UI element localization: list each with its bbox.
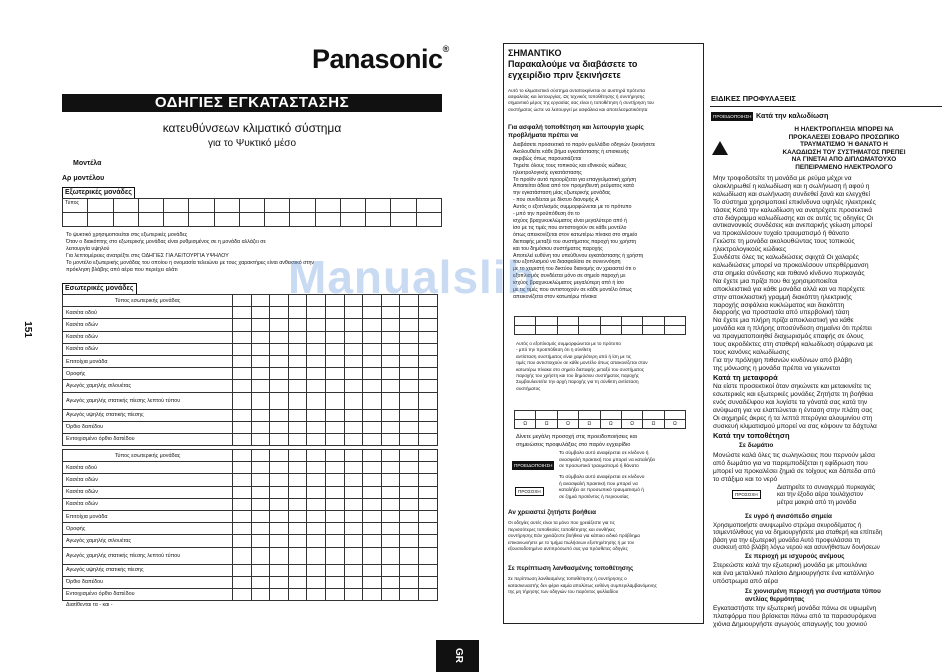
text-line: Τηρείτε όλους τους τοπικούς και εθνικούς κώδικες	[513, 162, 627, 169]
indoor-type-row: Επιτοίχια μονάδα	[63, 510, 233, 522]
indoor-units-heading: Εσωτερικές μονάδες	[62, 283, 137, 295]
title-rule	[710, 106, 942, 107]
text-line: Συμβουλευτείτε την αρχή παροχής για τη σύνθετη αντίσταση	[516, 379, 639, 385]
text-line: στην αποκλειστική γραμμή διακόπτη ηλεκτρικής	[713, 293, 852, 301]
indoor-type-row: Κασέτα οδών	[63, 486, 233, 498]
text-line: Εγκαταστήστε την εξωτερική μονάδα πάνω σε υψωμένη	[713, 605, 877, 612]
intro-line: σημαντικό μέρος της εργασίας σας είναι η τοποθέτηση ή συντήρηση του	[508, 100, 654, 106]
text-line: ακριβώς όπως παρουσιάζεται	[513, 155, 582, 162]
text-line: εξουσιοδοτημένο αντιπρόσωπό σας για πρόσθετες οδηγίες	[508, 546, 628, 552]
text-line: μονάδα και η πλήρης αποσύνδεση σημαίνει ότι πρέπει	[713, 325, 872, 333]
safety-heading	[508, 124, 644, 139]
text-line: το στάξιμο και το νερό	[713, 475, 778, 483]
text-line: Σε χιονισμένη περιοχή για συστήματα τύπου	[745, 588, 881, 595]
text-line: καλωδίωση και σωλήνωση συνδεθεί ξανά και ελεγχθεί	[713, 190, 870, 198]
warning-text	[559, 451, 655, 471]
text-line: Να έχετε μια πλήρη πρίζα αποκλειστική για κάθε	[713, 317, 854, 325]
indoor-type-row: Κασέτα οδών	[63, 331, 233, 343]
text-line: ανασφαλή πρακτική που μπορεί να καταλήξει	[559, 457, 656, 463]
text-line: ΠΡΟΚΑΛΕΣΕΙ ΣΟΒΑΡΟ ΠΡΟΣΩΠΙΚΟ	[788, 133, 900, 141]
caution-text	[559, 475, 644, 501]
text-line: από δωμάτιο για να παρεμποδίζεται η εφίδρωση που	[713, 459, 868, 467]
text-line: Αποτελεί ευθύνη του υπεύθυνου εγκατάστασης ή χρήστη	[513, 252, 644, 259]
warning-tag: ΠΡΟΕΙΔΟΠΟΙΗΣΗ	[514, 463, 553, 468]
important-title-line: Παρακαλούμε να διαβάσετε το	[508, 59, 638, 69]
important-title	[508, 48, 637, 81]
ohm-cell: Ω	[621, 420, 642, 429]
text-line: σημειώσεις προφυλάξεις στο παρόν εγχειρίδιο	[516, 441, 631, 448]
wiring-heading: Κατά την καλωδίωση	[756, 111, 829, 120]
text-line: όπως απεικονίζεται στον κατωτέρω πίνακα στο σημείο	[513, 231, 638, 238]
text-line: παροχής ασφάλεια κυκλώματος και διακόπτη	[713, 301, 845, 309]
help-heading: Αν χρειαστεί ζητήστε βοήθεια	[508, 509, 596, 516]
brand-logo: Panasonic®	[312, 44, 449, 74]
indoor-type-header: Τύπος εσωτερικής μονάδας	[63, 295, 233, 307]
text-line: κατασκευαστής δεν φέρει καμία απολύτως ευθύνη συμπεριλαμβανόμενης	[508, 582, 657, 588]
indoor-type-row: Οροφής	[63, 523, 233, 535]
indoor-type-row: Αγωγός χαμηλής σιλουέτας	[63, 535, 233, 547]
indoor-type-row: Όρθιο δαπέδου	[63, 421, 233, 433]
text-line: ανύψωση για να ελαττώνεται η ένταση στην πλάτη σας	[713, 406, 873, 414]
indoor-type-row: Όρθιο δαπέδου	[63, 576, 233, 588]
text-line: συντήρησης Εάν χρειάζεστε βοήθεια για κάποιο ειδικό πρόβλημα	[508, 533, 640, 539]
text-line: Οι οδηγίες αυτές είναι τα μόνο που χρειάζεστε για τις	[508, 520, 615, 525]
text-line: επικοινωνήστε με το τμήμα πωλήσεων εξυπηρέτησης ή με τον	[508, 539, 635, 545]
text-line: της μη τήρησης των οδηγιών του παρόντος φυλλαδίου	[508, 589, 619, 595]
text-line: καλωδιώσεις μπορεί να προκαλέσουν υπερθέρμανση	[713, 261, 869, 269]
wind-text	[713, 562, 874, 586]
text-line: - μπό την προϋπόθεση ότι το	[513, 211, 580, 218]
text-line: στα σημεία σύνδεσης και πιθανό κίνδυνο πυρκαγιάς	[713, 269, 865, 277]
important-intro	[508, 88, 654, 113]
snow-text	[713, 605, 876, 629]
ohm-cell: Ω	[664, 420, 685, 429]
text-line: Ακολουθείτε κάθε βήμα εγκατάστασης ή επισκευής	[513, 148, 629, 155]
indoor-type-row: Οροφής	[63, 368, 233, 380]
text-line: ΤΡΑΥΜΑΤΙΣΜΟ Ή ΘΑΝΑΤΟ Η	[800, 141, 888, 149]
text-line: Συνδέστε όλες τις καλωδιώσεις σφιχτά Οι χαλαρές	[713, 254, 859, 262]
language-tab-label: GR	[453, 648, 464, 663]
wind-heading: Σε περιοχή με ισχυρούς ανέμους	[745, 553, 845, 560]
text-line: Μην τροφοδοτείτε τη μονάδα με ρεύμα μέχρι να	[713, 175, 852, 182]
text-line: Σε περίπτωση λανθασμένης τοποθέτησης ή συντήρησης ο	[508, 576, 627, 581]
text-line: Οι αιχμηρές άκρες ή τα λεπτά πτερύγια αλουμινίου στη	[713, 414, 873, 422]
ohm-cell: Ω	[600, 420, 621, 429]
text-line: Χρησιμοποιήστε ανυψωμένο στρώμα σκυροδέματος ή	[713, 522, 862, 529]
room-heading: Σε δωμάτιο	[739, 442, 774, 449]
text-line: αντικανονικές συνδέσεις και ανεπαρκής γείωση μπορεί	[713, 222, 873, 230]
text-line: παροχής του χρήστη και του δημόσιου συστήματος παροχής	[516, 373, 639, 379]
text-line: διαρροής για προστασία από υπερβολική τάση	[713, 309, 850, 317]
text-line: Η ΗΛΕΚΤΡΟΠΛΗΞΙΑ ΜΠΟΡΕΙ ΝΑ	[794, 126, 894, 133]
indoor-type-row: Κασέτα οδών	[63, 319, 233, 331]
text-line: Το προϊόν αυτό προορίζεται για επαγγελματική χρήση	[513, 176, 637, 183]
text-line: συστήματος	[516, 385, 541, 391]
text-line: ηλεκτρολογικούς κώδικες	[713, 246, 787, 254]
text-line: κατωτέρω πίνακα στο σημείο διεπαφής μεταξύ του συστήματος	[516, 366, 644, 372]
ohm-cell: Ω	[515, 420, 536, 429]
text-line: - που συνδέεται με δίκτυο διανομής Α	[513, 197, 599, 204]
ohm-cell: Ω	[643, 420, 664, 429]
text-line: χιόνια Δημιουργήστε αγωγούς απαγωγής του χιονιού	[713, 620, 867, 628]
page-number: 151	[21, 321, 33, 338]
safety-heading-line: προβλήματα πρέπει να	[508, 131, 578, 139]
error-text	[508, 576, 657, 596]
wiring-warning-tag: ΠΡΟΕΙΔΟΠΟΙΗΣΗ	[713, 114, 752, 119]
wet-area-heading: Σε υγρό ή ανισόπεδο σημεία	[745, 513, 832, 520]
text-line: την εγκατάσταση μίας εξωτερικής μονάδας	[513, 190, 611, 197]
text-line: Αυτός ο εξοπλισμός συμμορφώνεται με το πρότυπο	[516, 341, 621, 346]
text-line: συσκευή κλιματισμού μπορεί να σας κόψουν τα δάχτυλα	[713, 422, 877, 430]
room-text	[713, 452, 875, 484]
type-label-cell: Τύπος	[63, 199, 88, 213]
text-line: καταλήξει σε προσωπικό τραυματισμό ή	[559, 488, 644, 494]
caution-tag-right: ΠΡΟΣΟΧΗ	[732, 490, 761, 499]
wiring-text	[713, 175, 876, 373]
text-line: Το σύστημα χρησιμοποιεί επικίνδυνα υψηλές ηλεκτρικές	[713, 198, 876, 206]
text-line: του εξοπλισμού να διασφαλίσει σε συνεννόηση	[513, 259, 621, 266]
text-line: ή ανασφαλή πρακτική που μπορεί να	[559, 481, 638, 487]
text-line: Το σύμβολο αυτό αναφέρεται σε κίνδυνο	[559, 475, 645, 480]
important-title-line: εγχειρίδιο πριν ξεκινήσετε	[508, 70, 621, 80]
impedance-table	[514, 410, 686, 429]
text-line: πλατφόρμα που βρίσκεται πάνω από τα παρασυρόμενα	[713, 612, 877, 620]
indoor-type-row: Εντοιχισμένο όρθιο δαπέδου	[63, 588, 233, 600]
text-line: ολοκληρωθεί η καλωδίωση και η σωλήνωση ή αφού η	[713, 182, 870, 190]
availability-footer: Διατίθενται τα - και -	[66, 602, 113, 608]
text-line: ισχύος βραχυκυκλώματος είναι μεγαλύτερο από ή	[513, 217, 627, 224]
note-line: Το ψυκτικό χρησιμοποιείται στις εξωτερικές μονάδες	[66, 232, 188, 238]
text-line: διεπαφής μεταξύ του συστήματος παροχή του χρήστη	[513, 238, 637, 245]
compliance-text	[516, 341, 648, 392]
important-title-line: ΣΗΜΑΝΤΙΚΟ	[508, 48, 562, 58]
safety-heading-line: Για ασφαλή τοποθέτηση και λειτουργία χωρίς	[508, 124, 644, 131]
text-line: Διαβάσετε προσεκτικά το παρόν φυλλάδιο οδηγιών ξεκινήσετε	[513, 142, 656, 148]
text-line: Για την πρόληψη πιθανών κινδύνων από βλάβη	[713, 356, 852, 364]
model-number-label: Αρ μοντέλου	[62, 175, 105, 182]
ohm-cell: Ω	[536, 420, 557, 429]
indoor-type-row: Κασέτα οδών	[63, 498, 233, 510]
text-line: απεικονίζεται στον κατωτέρω πίνακα	[513, 293, 597, 300]
text-line: σε ζημιά προϊόντος ή περιουσίας	[559, 494, 629, 500]
note-line: Το μοντέλο εξωτερικής μονάδας του οποίου η ονομασία τελειώνει με τους χαρακτήρες είναι ανθεκτικό στην	[66, 260, 315, 266]
text-line: Να έχετε μια πρίζα που θα χρησιμοποιείται	[713, 277, 838, 285]
transport-heading: Κατά τη μεταφορά	[713, 373, 778, 382]
wet-area-text	[713, 522, 882, 552]
text-line: τάσεις Κατά την καλωδίωση να ανατρέχετε προσεκτικά	[713, 206, 873, 214]
indoor-type-header: Τύπος εσωτερικής μονάδας	[63, 450, 233, 462]
indoor-units-table-2	[62, 449, 438, 601]
text-line: ΝΑ ΓΙΝΕΤΑΙ ΑΠΟ ΔΙΠΛΩΜΑΤΟΥΧΟ	[791, 156, 897, 164]
text-line: μέτρα μακριά από τη μονάδα	[777, 498, 857, 506]
text-line: τους ακροδέκτες στη σταθερή καλωδίωση σύμφωνα με	[713, 341, 874, 349]
text-line: Μονώστε καλά όλες τις σωληνώσεις που περνούν μέσα	[713, 452, 875, 459]
text-line: τιμές που αντιστοιχούν σε κάθε μοντέλο όπως απεικονίζεται στον	[516, 360, 648, 366]
text-line: ΠΕΠΕΙΡΑΜΕΝΟ ΗΛΕΚΤΡΟΛΟΓΟ	[795, 163, 893, 171]
snow-heading	[745, 588, 881, 603]
note-line: πρόκληση βλάβης από αέρα που περιέχει αλάτι	[66, 267, 178, 273]
electric-hazard-icon	[712, 141, 728, 155]
text-line: με το χειριστή του δικτύου διανομής αν χρειαστεί ότι ο	[513, 266, 636, 273]
electric-danger-notice	[749, 126, 939, 172]
refrigerant-subtitle: για το Ψυκτικό μέσο	[207, 138, 297, 149]
text-line: συσκευή από βλάβη λόγω νερού και ασυνήθιστων δονήσεων	[713, 544, 880, 552]
text-line: Στερεώστε καλά την εξωτερική μονάδα με μπουλόνια	[713, 562, 867, 569]
text-line: ΚΑΛΩΔΙΩΣΗ ΤΟΥ ΣΥΣΤΗΜΑΤΟΣ ΠΡΕΠΕΙ	[782, 148, 906, 156]
text-line: εσωτερικές και εξωτερικές μονάδες Ζητήστε τη βοήθεια	[713, 390, 874, 398]
text-line: Δίνετε μεγάλη προσοχή στις προειδοποιήσεις και	[516, 434, 637, 440]
text-line: περισσότερες τοποθεσίες τοποθέτησης και συνθήκες	[508, 526, 616, 532]
text-line: ίσο με τις τιμές που αντιστοιχούν σε κάθε μοντέλο	[513, 224, 627, 231]
text-line: τους κανόνες καλωδίωσης	[713, 348, 790, 356]
text-line: στο διάγραμμα καλωδίωσης και σε αυτές τις οδηγίες Οι	[713, 214, 874, 222]
text-line: της μόνωσης η μονάδα πρέπει να γειωνεται	[713, 364, 841, 372]
indoor-units-table-1	[62, 294, 438, 446]
document-subtitle: κατευθύνσεων κλιματικό σύστημα	[162, 121, 342, 135]
intro-line: Αυτό το κλιματιστικό σύστημα ανταποκρίνεται σε αυστηρά πρότυπα	[508, 88, 645, 93]
text-line: αντίσταση συστήματος είναι χαμηλότερη από ή ίση με τις	[516, 353, 632, 359]
intro-line: συστήματος ώστε να λειτουργεί με ασφάλεια και αποτελεσματικότητα	[508, 106, 648, 112]
outdoor-notes	[66, 232, 314, 274]
outdoor-units-heading: Εξωτερικές μονάδες	[62, 187, 135, 199]
text-line: υπόστρωμα από αέρα	[713, 577, 779, 585]
note-line: Για λεπτομέρειες ανατρέξτε στις ΟΔΗΓΙΕΣ ΓΙΑ ΛΕΙΤΟΥΡΓΙΑ ΥΨΗΛΟΥ	[66, 253, 229, 259]
indoor-type-row: Αγωγός χαμηλής στατικής πίεσης λεπτού τύπου	[63, 392, 233, 409]
error-heading: Σε περίπτωση λανθασμένης τοποθέτησης	[508, 565, 634, 572]
text-line: Απαιτείται άδεια από τον προμηθευτή ρεύματος κατά	[513, 183, 634, 190]
text-line: Το σύμβολο αυτό αναφέρεται σε κίνδυνο ή	[559, 451, 649, 456]
note-line: Όταν ο διακόπτης στο εξωτερικής μονάδας είναι ρυθμισμένος σε η μονάδα αλλάζει σε	[66, 239, 266, 245]
text-line: και ένα μεταλλικό πλαίσιο Δημιουργήστε ένα κατάλληλο	[713, 569, 874, 577]
text-line: Γειώστε τη μονάδα ακολουθώντας τους τοπικούς	[713, 238, 855, 246]
text-line: Αυτός ο εξοπλισμός συμμορφώνεται με το πρότυπο	[513, 204, 632, 211]
text-line: βάση για την εξωτερική μονάδα Αυτό προφυλάσσει τη	[713, 536, 860, 544]
page-title: ΟΔΗΓΙΕΣ ΕΓΚΑΤΑΣΤΑΣΗΣ	[62, 94, 442, 112]
attention-text	[516, 434, 637, 449]
text-line: ισχύος βραχυκυκλώματος μεγαλύτερη από ή ίσο	[513, 280, 624, 287]
language-tab	[436, 640, 479, 672]
indoor-type-row: Κασέτα οδού	[63, 307, 233, 319]
indoor-type-row: Αγωγός υψηλής στατικής πίεσης	[63, 564, 233, 576]
indoor-type-row: Αγωγός χαμηλής σιλουέτας	[63, 380, 233, 392]
text-line: και την έξοδο αέρα τουλάχιστον	[777, 491, 864, 499]
indoor-type-row: Εντοιχισμένο όρθιο δαπέδου	[63, 433, 233, 445]
text-line: ενός συναδέλφου και λυγίστε τα γόνατά σας κατά την	[713, 398, 868, 406]
caution-text-right	[777, 484, 875, 506]
indoor-type-row: Αγωγός χαμηλής στατικής πίεσης λεπτού τύπου	[63, 547, 233, 564]
short-circuit-table	[514, 316, 686, 335]
text-line: με τις τιμές που αντιστοιχούν σε κάθε μοντέλο όπως	[513, 287, 633, 294]
text-line: σε προσωπικό τραυματισμό ή θάνατο	[559, 464, 639, 470]
help-text	[508, 520, 640, 553]
text-line: να προκαλέσουν τυχαίο τραυματισμό ή θάνατο	[713, 230, 850, 238]
indoor-type-row: Κασέτα οδών	[63, 343, 233, 355]
indoor-type-row: Επιτοίχια μονάδα	[63, 355, 233, 367]
special-precautions-title: ΕΙΔΙΚΕΣ ΠΡΟΦΥΛΑΞΕΙΣ	[711, 94, 796, 103]
text-line: Να είστε προσεκτικοί όταν σηκώνετε και μετακινείτε τις	[713, 383, 871, 390]
text-line: τσιμεντόλιθους για να δημιουργήσετε μια σταθερή και επίπεδη	[713, 529, 883, 537]
ohm-cell: Ω	[579, 420, 600, 429]
note-line: λειτουργία υψηλού	[66, 246, 110, 252]
watermark-text: Manualslib	[288, 251, 536, 303]
intro-line: ασφαλείας και λειτουργίας. Ως τεχνικός τοποθέτησης ή συντήρησης	[508, 94, 645, 100]
models-label: Μοντέλα	[73, 160, 102, 167]
indoor-type-row: Αγωγός υψηλής στατικής πίεσης	[63, 409, 233, 421]
installation-heading: Κατά την τοποθέτηση	[713, 431, 790, 440]
caution-tag: ΠΡΟΣΟΧΗ	[515, 487, 544, 496]
text-line: και του δημόσιου συστήματος παροχής	[513, 245, 603, 252]
outdoor-units-table	[62, 198, 442, 227]
text-line: εξοπλισμός συνδέεται μόνο σε σημείο παροχή με	[513, 273, 626, 280]
indoor-type-row: Κασέτα οδών	[63, 474, 233, 486]
text-line: αποκλειστικά για κάθε μονάδα αλλά και να παρέχετε	[713, 285, 865, 293]
indoor-type-row: Κασέτα οδού	[63, 462, 233, 474]
ohm-cell: Ω	[557, 420, 578, 429]
text-line: αντλίας θερμότητας	[745, 595, 805, 603]
text-line: ηλεκτρολογικής εγκατάστασης	[513, 169, 582, 176]
text-line: Διατηρείτε το συναγερμό πυρκαγιάς	[777, 484, 875, 491]
text-line: να πραγματοποιηθεί διαχωρισμός επαφής σε όλους	[713, 333, 864, 341]
text-line: - μπό την προϋπόθεση ότι η σύνθετη	[516, 347, 592, 353]
transport-text	[713, 383, 877, 430]
text-line: μπορεί να προκαλέσει ζημιά σε τοίχους και δάπεδα από	[713, 467, 876, 475]
